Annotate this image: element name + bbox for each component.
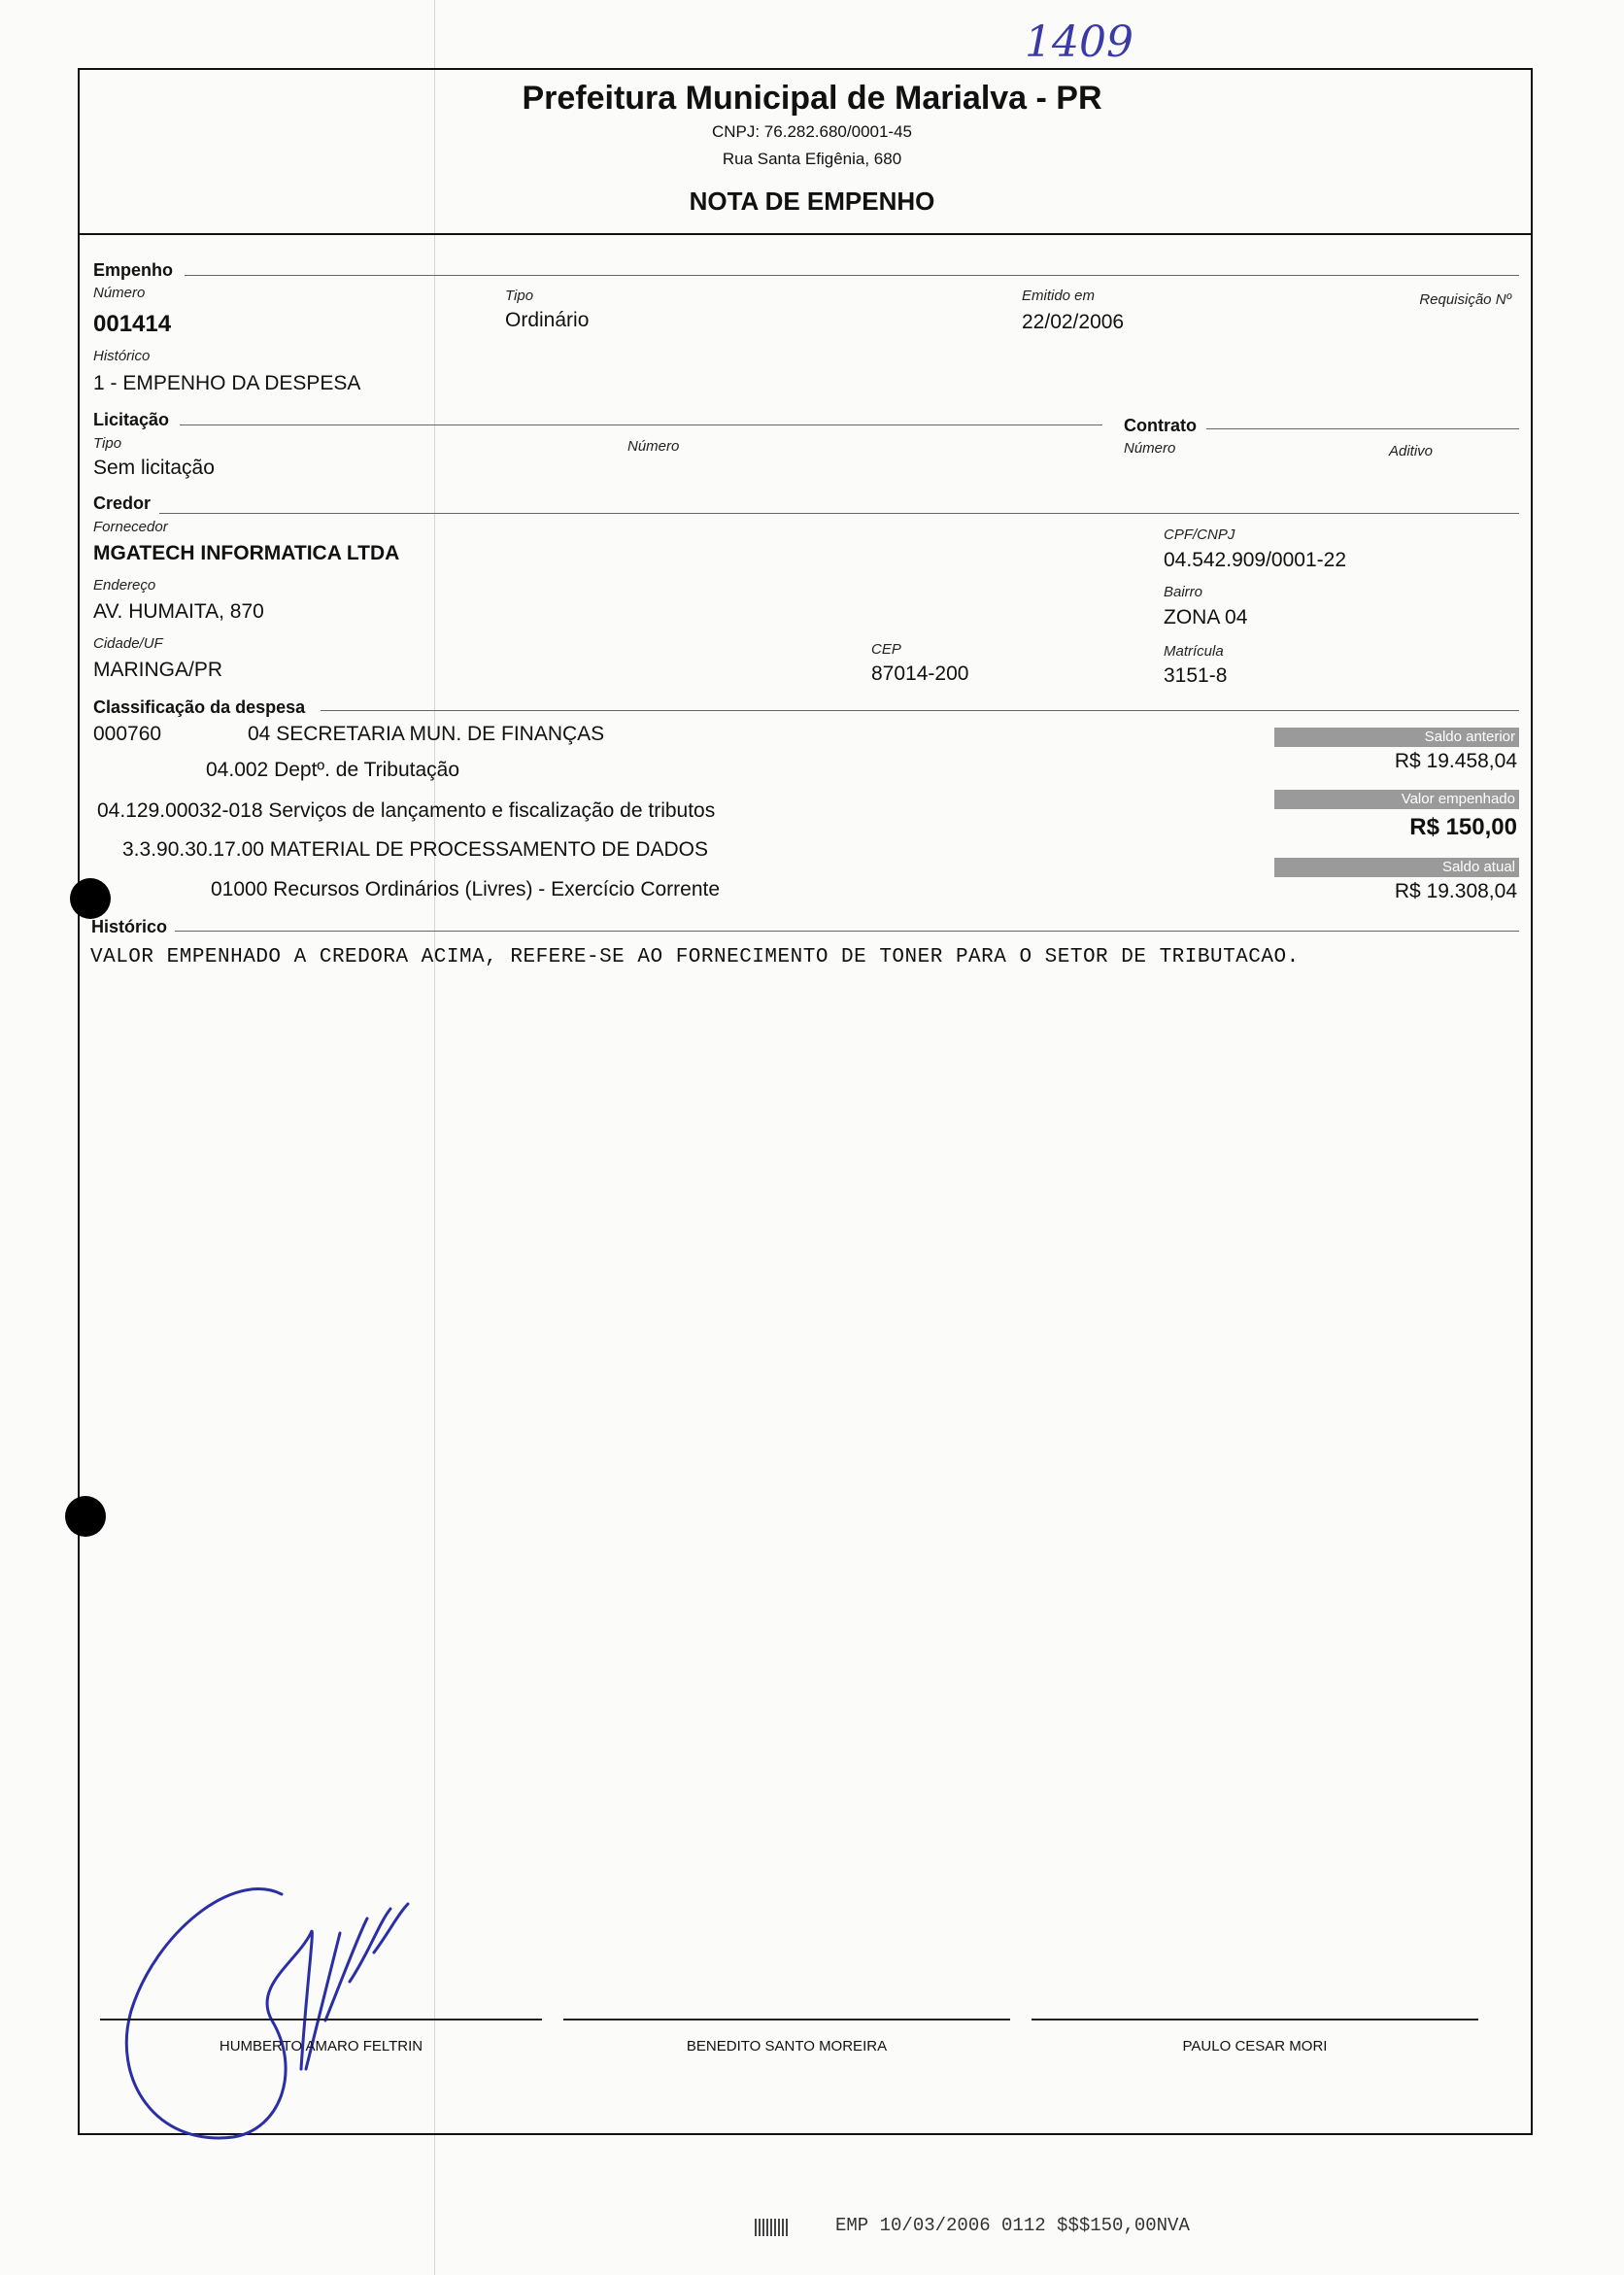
valor-empenhado: R$ 150,00 (1409, 814, 1517, 840)
classificacao-line: 04.002 Deptº. de Tributação (206, 759, 460, 781)
licitacao-numero-label: Número (627, 438, 680, 455)
section-rule (185, 275, 1519, 276)
signature-line (1032, 2019, 1478, 2020)
endereco-label: Endereço (93, 577, 156, 594)
valor-empenhado-label: Valor empenhado (1274, 790, 1519, 809)
saldo-anterior-label: Saldo anterior (1274, 728, 1519, 747)
empenho-tipo-label: Tipo (505, 288, 534, 304)
bairro: ZONA 04 (1164, 606, 1248, 628)
empenho-numero: 001414 (93, 311, 172, 337)
cpf-label: CPF/CNPJ (1164, 526, 1235, 543)
signatory-name: PAULO CESAR MORI (1182, 2038, 1328, 2054)
section-rule (321, 710, 1519, 711)
requisicao-label: Requisição Nº (1419, 291, 1511, 308)
barcode-icon (755, 2219, 790, 2236)
signatory-name: HUMBERTO AMARO FELTRIN (219, 2038, 423, 2054)
contrato-numero-label: Número (1124, 440, 1176, 457)
fornecedor-label: Fornecedor (93, 519, 168, 535)
section-empenho: Empenho (93, 260, 174, 280)
classificacao-line: 04.129.00032-018 Serviços de lançamento e fiscalização de tributos (97, 799, 716, 822)
doc-title: NOTA DE EMPENHO (689, 187, 935, 216)
empenho-tipo: Ordinário (505, 309, 590, 331)
classificacao-line: 3.3.90.30.17.00 MATERIAL DE PROCESSAMENTO DE DADOS (122, 838, 708, 861)
municipality-title: Prefeitura Municipal de Marialva - PR (522, 80, 1102, 117)
section-rule (180, 424, 1102, 425)
classificacao-line: 04 SECRETARIA MUN. DE FINANÇAS (248, 723, 605, 745)
cidade: MARINGA/PR (93, 659, 223, 681)
saldo-anterior: R$ 19.458,04 (1394, 750, 1517, 772)
saldo-atual-label: Saldo atual (1274, 858, 1519, 877)
signature-line (563, 2019, 1010, 2020)
historico-text: VALOR EMPENHADO A CREDORA ACIMA, REFERE-SE AO FORNECIMENTO DE TONER PARA O SETOR DE TRIBUTACAO. (90, 946, 1300, 968)
binder-hole (70, 878, 111, 919)
cep-label: CEP (871, 641, 901, 658)
binder-hole (65, 1496, 106, 1537)
section-licitacao: Licitação (93, 410, 170, 429)
section-historico: Histórico (91, 917, 168, 936)
section-rule (1206, 428, 1519, 429)
cidade-label: Cidade/UF (93, 635, 163, 652)
cep: 87014-200 (871, 662, 969, 685)
bairro-label: Bairro (1164, 584, 1203, 600)
section-rule (175, 931, 1519, 932)
signature-line (100, 2019, 542, 2020)
emitido-label: Emitido em (1022, 288, 1096, 304)
empenho-historico-label: Histórico (93, 348, 151, 364)
empenho-historico: 1 - EMPENHO DA DESPESA (93, 372, 361, 394)
empenho-numero-label: Número (93, 285, 146, 301)
handwritten-number: 1409 (1025, 17, 1133, 67)
matricula-label: Matrícula (1164, 643, 1224, 660)
cpf: 04.542.909/0001-22 (1164, 549, 1347, 571)
signatory-name: BENEDITO SANTO MOREIRA (686, 2038, 888, 2054)
endereco: AV. HUMAITA, 870 (93, 600, 264, 623)
section-classificacao: Classificação da despesa (93, 697, 306, 717)
matricula: 3151-8 (1164, 664, 1228, 687)
classificacao-line: 01000 Recursos Ordinários (Livres) - Exercício Corrente (211, 878, 721, 900)
section-credor: Credor (93, 493, 152, 513)
address-text: Rua Santa Efigênia, 680 (722, 150, 902, 168)
header-divider (78, 233, 1533, 235)
emitido-date: 22/02/2006 (1022, 311, 1125, 333)
signature-scribble (117, 1875, 427, 2156)
classificacao-code: 000760 (93, 723, 162, 745)
validation-stamp: EMP 10/03/2006 0112 $$$150,00NVA (835, 2215, 1190, 2236)
fornecedor: MGATECH INFORMATICA LTDA (93, 542, 400, 564)
licitacao-tipo: Sem licitação (93, 457, 215, 479)
section-rule (159, 513, 1519, 514)
contrato-aditivo-label: Aditivo (1389, 443, 1434, 459)
saldo-atual: R$ 19.308,04 (1394, 880, 1517, 902)
cnpj-text: CNPJ: 76.282.680/0001-45 (711, 122, 913, 141)
licitacao-tipo-label: Tipo (93, 435, 122, 452)
section-contrato: Contrato (1124, 416, 1197, 435)
